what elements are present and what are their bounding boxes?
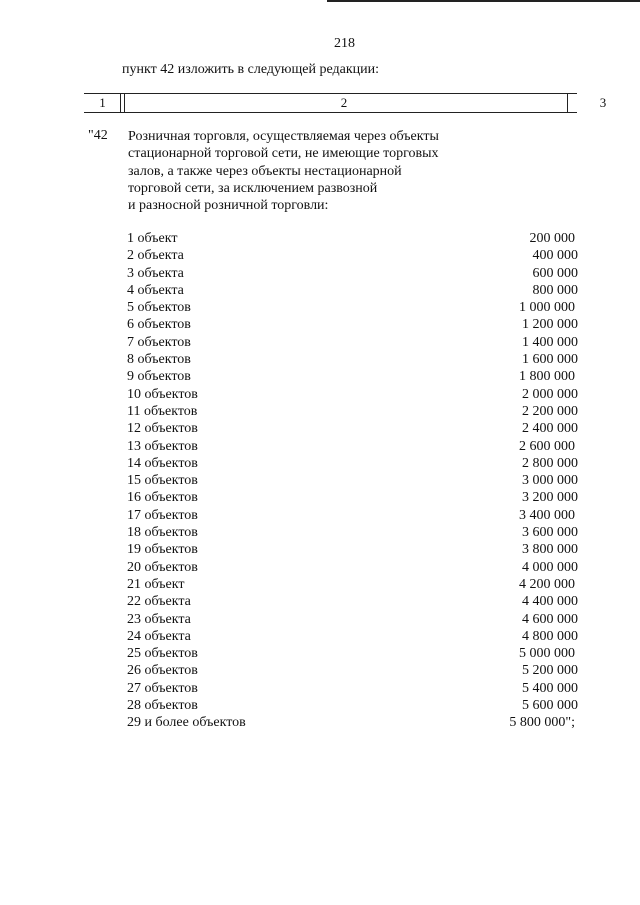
amount: 5 200 000 xyxy=(522,663,578,679)
amount: 1 800 000 xyxy=(519,369,575,385)
list-item xyxy=(127,265,587,282)
object-count: 7 объектов xyxy=(127,334,191,350)
object-count: 27 объектов xyxy=(127,680,198,696)
list-item xyxy=(127,351,587,368)
amount: 5 000 000 xyxy=(519,646,575,662)
amount: 4 200 000 xyxy=(519,576,575,592)
list-item xyxy=(127,299,587,316)
list-item xyxy=(127,645,587,662)
object-count: 22 объекта xyxy=(127,594,191,610)
list-item xyxy=(127,541,587,558)
list-item xyxy=(127,524,587,541)
description-line: торговой сети, за исключением развозной xyxy=(128,180,378,196)
amount: 600 000 xyxy=(532,265,578,281)
amount: 3 200 000 xyxy=(522,490,578,506)
list-item xyxy=(127,662,587,679)
list-item xyxy=(127,472,587,489)
amount: 1 400 000 xyxy=(522,334,578,350)
object-count: 21 объект xyxy=(127,576,185,592)
amount: 2 600 000 xyxy=(519,438,575,454)
object-count: 13 объектов xyxy=(127,438,198,454)
object-count: 6 объектов xyxy=(127,317,191,333)
object-count: 10 объектов xyxy=(127,386,198,402)
object-count: 15 объектов xyxy=(127,473,198,489)
object-count: 2 объекта xyxy=(127,248,184,264)
object-count: 4 объекта xyxy=(127,282,184,298)
list-item xyxy=(127,611,587,628)
amount: 800 000 xyxy=(532,282,578,298)
description-line: стационарной торговой сети, не имеющие торговых xyxy=(128,146,439,162)
header-cell-1: 1 xyxy=(99,95,106,110)
amount: 5 600 000 xyxy=(522,698,578,714)
rate-list xyxy=(127,230,587,732)
header-cell-2: 2 xyxy=(340,95,348,110)
list-item xyxy=(127,489,587,506)
amount: 3 800 000 xyxy=(522,542,578,558)
amount: 2 800 000 xyxy=(522,455,578,471)
list-item xyxy=(127,714,587,731)
list-item xyxy=(127,282,587,299)
object-count: 1 объект xyxy=(127,231,178,246)
list-item xyxy=(127,316,587,333)
amount: 4 000 000 xyxy=(522,559,578,575)
list-item xyxy=(127,403,587,420)
object-count: 18 объектов xyxy=(127,525,198,541)
list-item xyxy=(127,420,587,437)
item-number: "42 xyxy=(88,128,108,143)
list-item xyxy=(127,680,587,697)
object-count: 19 объектов xyxy=(127,542,198,558)
object-count: 25 объектов xyxy=(127,646,198,662)
intro-text: пункт 42 изложить в следующей редакции: xyxy=(122,62,379,77)
top-rule xyxy=(327,0,640,2)
amount: 4 800 000 xyxy=(522,628,578,644)
amount: 5 400 000 xyxy=(522,680,578,696)
list-item xyxy=(127,386,587,403)
page-number: 218 xyxy=(334,36,355,51)
object-count: 20 объектов xyxy=(127,559,198,575)
object-count: 8 объектов xyxy=(127,352,191,368)
amount: 200 000 xyxy=(529,231,575,246)
object-count: 29 и более объектов xyxy=(127,715,246,731)
object-count: 9 объектов xyxy=(127,369,191,385)
object-count: 5 объектов xyxy=(127,300,191,316)
list-item xyxy=(127,247,587,264)
list-item xyxy=(127,230,587,247)
object-count: 3 объекта xyxy=(127,265,184,281)
list-item xyxy=(127,507,587,524)
amount: 1 200 000 xyxy=(522,317,578,333)
amount: 2 400 000 xyxy=(522,421,578,437)
amount: 2 200 000 xyxy=(522,403,578,419)
amount: 400 000 xyxy=(532,248,578,264)
list-item xyxy=(127,593,587,610)
object-count: 28 объектов xyxy=(127,698,198,714)
list-item xyxy=(127,697,587,714)
amount: 1 600 000 xyxy=(522,352,578,368)
item-description xyxy=(128,128,439,214)
list-item xyxy=(127,334,587,351)
amount: 3 400 000 xyxy=(519,507,575,523)
object-count: 26 объектов xyxy=(127,663,198,679)
header-cell-3: 3 xyxy=(567,94,638,112)
description-line: и разносной розничной торговли: xyxy=(128,198,329,214)
list-item xyxy=(127,559,587,576)
description-line: залов, а также через объекты нестационарной xyxy=(128,163,402,179)
list-item xyxy=(127,438,587,455)
amount: 3 600 000 xyxy=(522,525,578,541)
list-item xyxy=(127,455,587,472)
object-count: 23 объекта xyxy=(127,611,191,627)
description-line: Розничная торговля, осуществляемая через объекты xyxy=(128,129,439,144)
amount: 5 800 000"; xyxy=(509,715,575,731)
object-count: 14 объектов xyxy=(127,455,198,471)
object-count: 16 объектов xyxy=(127,490,198,506)
list-item xyxy=(127,368,587,385)
list-item xyxy=(127,628,587,645)
amount: 4 400 000 xyxy=(522,594,578,610)
list-item xyxy=(127,576,587,593)
object-count: 24 объекта xyxy=(127,628,191,644)
table-header xyxy=(84,93,607,113)
object-count: 12 объектов xyxy=(127,421,198,437)
amount: 4 600 000 xyxy=(522,611,578,627)
amount: 3 000 000 xyxy=(522,473,578,489)
amount: 1 000 000 xyxy=(519,300,575,316)
object-count: 11 объектов xyxy=(127,403,198,419)
object-count: 17 объектов xyxy=(127,507,198,523)
amount: 2 000 000 xyxy=(522,386,578,402)
